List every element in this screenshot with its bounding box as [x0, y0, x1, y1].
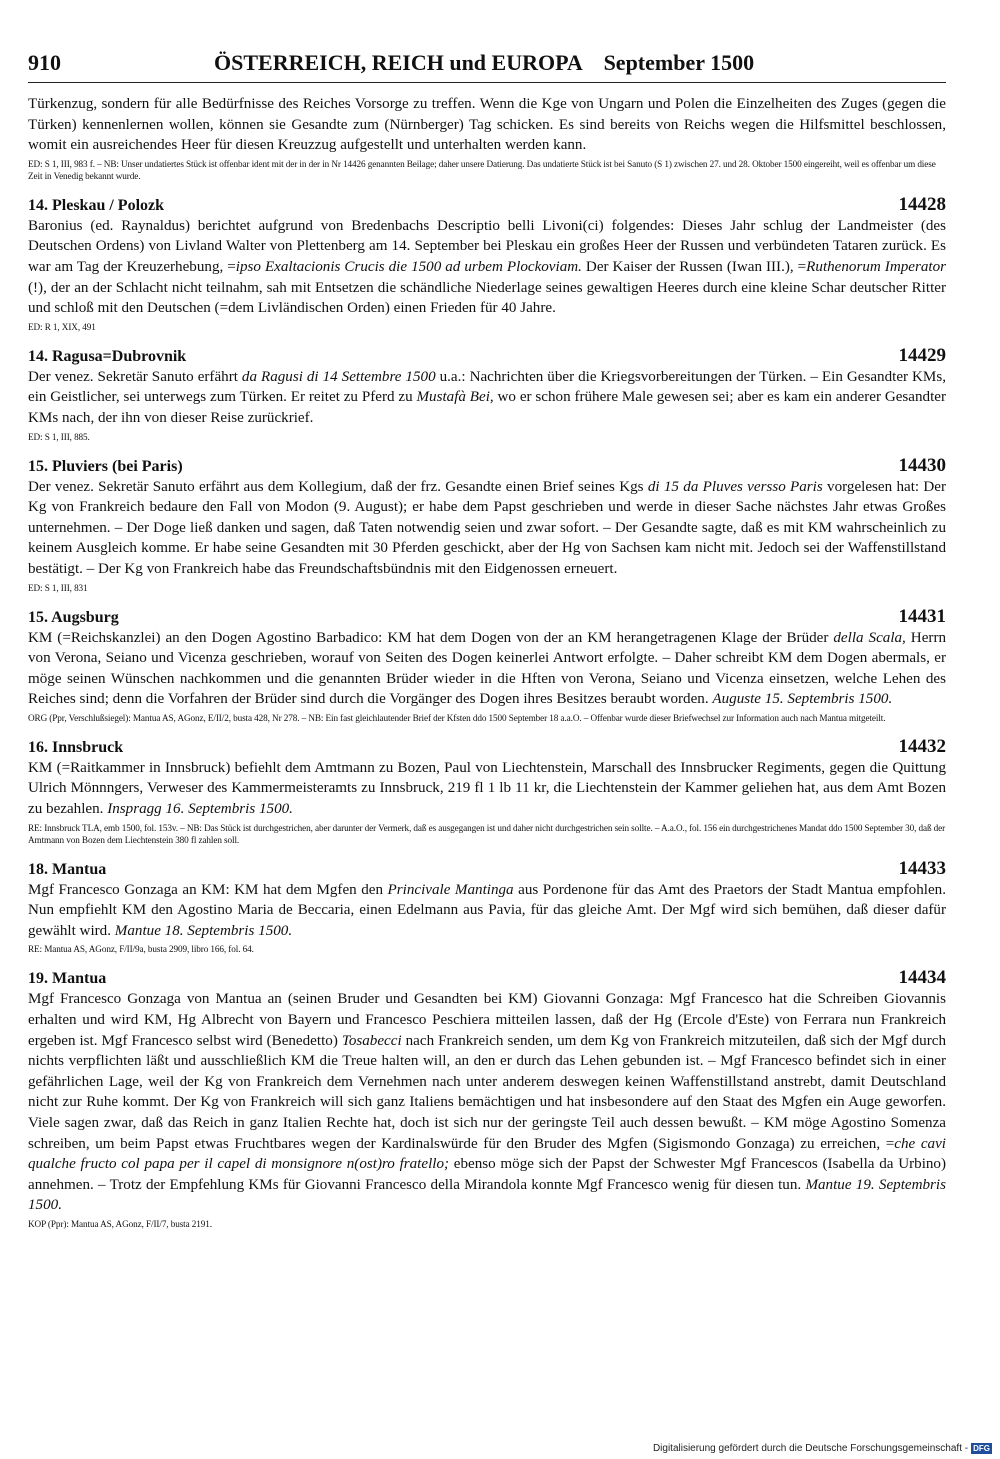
entry-text-c: wo er schon frühere Male gewesen sei; aber es kam ein anderer Gesandter KMs nach, der ihn von dieser Reise zurückrief. — [28, 389, 946, 426]
entry-source: RE: Innsbruck TLA, emb 1500, fol. 153v. – NB: Das Stück ist durchgestrichen, aber darunter der Vermerk, daß es ausgegangen ist und daher nicht durchgestrichen sein sollte. – A.a.O., fol. 156 ein durchgestrichenes Mandat ddo 1500 September 30, daß der Amtmann von Bozen dem Liechtenstein 380 fl zahlen soll. — [28, 822, 946, 845]
entry-italic-a: Tosabecci — [341, 1032, 402, 1049]
entry-14431 — [28, 606, 946, 724]
digitization-footer — [653, 1443, 992, 1454]
entry-text — [28, 477, 946, 580]
entry-italic-b: Ruthenorum Imperator — [806, 258, 946, 275]
entry-heading — [28, 345, 946, 367]
entry-14429 — [28, 345, 946, 443]
entry-italic-a: Princivale Mantinga — [387, 881, 514, 898]
entry-text-c: (!), der an der Schlacht nicht teilnahm, sah mit Entsetzen die schändliche Niederlage seines gewaltigen Heeres durch eine kleine Schar deutscher Ritter und schloß mit den Deutschen (=dem Livländischen Orden) einen Frieden für 40 Jahre. — [28, 279, 946, 317]
footer-text: Digitalisierung gefördert durch die Deutsche Forschungsgemeinschaft - — [652, 1443, 969, 1454]
entry-source: ED: S 1, III, 885. — [28, 431, 90, 442]
entry-italic-b: Mantue 18. Septembris 1500. — [114, 922, 293, 939]
entry-text — [28, 628, 946, 710]
entry-location: 15. Pluviers (bei Paris) — [28, 457, 183, 475]
entry-italic-b: Auguste 15. Septembris 1500. — [712, 691, 893, 708]
entry-number: 14431 — [898, 605, 946, 627]
entry-text — [28, 367, 946, 429]
page-title: ÖSTERREICH, REICH und EUROPA September 1500 — [214, 50, 755, 75]
entry-italic-a: da Ragusi di 14 Settembre 1500 — [241, 368, 436, 385]
entry-text-b: vorgelesen hat: Der Kg von Frankreich bedaure den Fall von Modon (9. August); er habe dem Papst geschrieben und werde in dieser Sache nächstes Jahr etwas Großes unternehmen. – Der Doge ließ danken und sagen, daß Taten notwendig seien und zwar sofort. – Der Gesandte sagte, daß es mit KM wahrscheinlich zu keinem Ausgleich komme. Er habe seine Gesandten mit 30 Pferden geschickt, aber der Hg von Sachsen kam nicht mit. Jedoch sei der Waffenstillstand bestätigt. – Der Kg von Frankreich habe das Freundschaftsbündnis mit den Eidgenossen erneuert. — [28, 478, 947, 577]
entry-heading — [28, 967, 946, 989]
entry-number: 14434 — [898, 967, 946, 989]
entry-text — [28, 989, 946, 1216]
entry-heading — [28, 736, 946, 758]
entry-number: 14429 — [898, 344, 946, 366]
entry-location: 14. Ragusa=Dubrovnik — [28, 347, 187, 365]
entry-14434 — [28, 967, 946, 1230]
entry-location: 14. Pleskau / Polozk — [28, 196, 165, 214]
entry-number: 14432 — [898, 735, 946, 757]
entries-list — [28, 194, 946, 1230]
entry-text-a: Der venez. Sekretär Sanuto erfährt — [28, 368, 242, 385]
entry-text-b: Herrn von Verona, Seiano und Vicenza geschrieben, worauf von Seiten des Dogen keinerlei Antwort erfolgte. – Daher schreibt KM dem Dogen abermals, er möge seinen Wünschen nachkommen und die genannten Brüder wieder in die Hften von Verona, Seiano und Vicenza einsetzen, welche Lehen des Reiches sind; denn die Vorfahren der Brüder sind durch die Vorgänger des Dogen ihres Besitzes beraubt worden. — [28, 629, 947, 708]
intro-text: Türkenzug, sondern für alle Bedürfnisse des Reiches Vorsorge zu treffen. Wenn die Kge von Ungarn und Polen die Einzelheiten des Zuges (gegen die Türken) kennenlernen wollen, können sie Gesandte zum (Nürnberger) Tag schicken. Es sind bereits von Reichs wegen die Hilfsmittel beschlossen, womit ein ausreichendes Heer für diesen Kreuzzug aufgestellt und unterhalten werden kann. — [28, 96, 946, 154]
dfg-logo: DFG — [973, 1444, 990, 1453]
entry-text-b: aus Pordenone für das Amt des Praetors der Stadt Mantua empfohlen. Nun empfiehlt KM den Agostino Maria de Beccaria, einen Edelmann aus Pavia, für das gleiche Amt. Der Mgf wird sich bemühen, daß dieser dafür gewählt wird. — [28, 881, 946, 939]
entry-source: ED: S 1, III, 831 — [28, 582, 88, 593]
entry-source: RE: Mantua AS, AGonz, F/II/9a, busta 2909, libro 166, fol. 64. — [28, 944, 254, 955]
entry-italic-a: Inspragg 16. Septembris 1500. — [107, 801, 293, 818]
entry-text-a: KM (=Raitkammer in Innsbruck) befiehlt dem Amtmann zu Bozen, Paul von Liechtenstein, Marschall des Innsbrucker Regiments, gegen die Quittung Ulrich Mönnngers, Verweser des Kammermeisteramts zu Innsbruck, 219 fl 1 lb 11 kr, die Liechtenstein der Kammer geliehen hat, aus dem Amt Bozen zu bezahlen. — [28, 759, 946, 818]
entry-italic-c: Mantue 19. Septembris 1500. — [28, 1176, 946, 1214]
entry-italic-a: ipso Exaltacionis Crucis die 1500 ad urbem Plockoviam. — [235, 258, 582, 275]
page-header — [28, 50, 946, 86]
entry-source: KOP (Ppr): Mantua AS, AGonz, F/II/7, busta 2191. — [28, 1218, 212, 1229]
entry-text-b: u.a.: Nachrichten über die Kriegsvorbereitungen der Türken. – Ein Gesandter KMs, ein Geistlicher, sei unterwegs zum Türken. Er reitet zu Pferd zu — [28, 368, 946, 406]
entry-heading — [28, 858, 946, 880]
header-rule — [28, 82, 946, 83]
entry-14430 — [28, 455, 946, 594]
entry-14433 — [28, 858, 946, 956]
entry-source: ORG (Ppr, Verschlußsiegel): Mantua AS, AGonz, E/II/2, busta 428, Nr 278. – NB: Ein fast gleichlautender Brief der Kfsten ddo 1500 September 18 a.a.O. – Offenbar wurde dieser Briefwechsel zur Information auch nach Mantua mitgeteilt. — [28, 712, 886, 723]
entry-text — [28, 880, 946, 942]
entry-14428 — [28, 194, 946, 333]
entry-text-c: ebenso möge sich der Papst der Schwester Mgf Francescos (Isabella da Urbino) annehmen. – Trotz der Empfehlung KMs für Giovanni Francesco della Mirandola konnte Mgf Francesco wenig für diesen tun. — [28, 1156, 947, 1193]
entry-location: 18. Mantua — [28, 860, 107, 878]
page-number: 910 — [28, 50, 61, 75]
entry-number: 14428 — [898, 193, 946, 215]
entry-14432 — [28, 736, 946, 846]
intro-section — [28, 94, 946, 182]
entry-text — [28, 758, 946, 820]
entry-heading — [28, 194, 946, 216]
entry-text-a: Mgf Francesco Gonzaga von Mantua an (seinen Bruder und Gesandten bei KM) Giovanni Gonzaga: Mgf Francesco hat die Schreiben Giovannis erhalten und wird KM, Hg Albrecht von Bayern und Francesco Peschiera mitteilen lassen, daß der Hg (Ercole d'Este) von Ferrara nun Frankreich ergeben ist. Mgf Francesco selbst wird (Benedetto) — [28, 991, 946, 1049]
entry-italic-a: della Scala, — [833, 629, 906, 646]
entry-text-b: nach Frankreich senden, um dem Kg von Frankreich mitzuteilen, daß sich der Mgf durch nichts verpflichten läßt und ausschließlich KM die Treue halten will, an den er durch das Lehen gebunden ist. – Mgf Francesco befindet sich in einer gefährlichen Lage, weil der Kg von Frankreich dem Vernehmen nach unter anderem deswegen keinen Waffenstillstand anstrebt, damit Deutschland nicht zur Ruhe kommt. Der Kg von Frankreich will sich ganz Italiens bemächtigen und hat insbesondere auf den Staat des Mgfen ein Auge geworfen. Viele sagen zwar, daß das Reich in ganz Italien Rechte hat, doch ist sich nur der geringste Teil auch dessen bewußt. – KM möge Agostino Somenza schreiben, um beim Papst etwas Fruchtbares wegen der Kardinalswürde für den Bruder des Mgfen (Sigismondo Gonzaga) zu erreichen, = — [28, 1032, 946, 1152]
entry-text-a: KM (=Reichskanzlei) an den Dogen Agostino Barbadico: KM hat dem Dogen von der an KM herangetragenen Klage der Brüder — [28, 629, 834, 646]
entry-text-a: Der venez. Sekretär Sanuto erfährt aus dem Kollegium, daß der frz. Gesandte einen Brief seines Kgs — [28, 478, 648, 495]
entry-italic-b: che cavi qualche fructo col papa per il capel di monsignore n(ost)ro fratello; — [28, 1135, 946, 1173]
entry-text — [28, 216, 946, 319]
entry-location: 15. Augsburg — [28, 608, 119, 626]
entry-text-a: Baronius (ed. Raynaldus) berichtet aufgrund von Bredenbachs Descriptio belli Livoni(ci) folgendes: Dieses Jahr schlug der Landmeister (des Deutschen Ordens) von Livland Walter von Plettenberg am 14. September bei Pleskau ein großes Heer der Russen und verbündeten Tataren zurück. Es war am Tag der Kreuzerhebung, = — [28, 217, 946, 275]
entry-location: 16. Innsbruck — [28, 738, 124, 756]
entry-italic-a: di 15 da Pluves versso Paris — [647, 478, 823, 495]
entry-text-b: Der Kaiser der Russen (Iwan III.), = — [581, 258, 807, 275]
entry-number: 14433 — [898, 857, 946, 879]
entry-number: 14430 — [898, 454, 946, 476]
entry-location: 19. Mantua — [28, 970, 107, 988]
entry-source: ED: R 1, XIX, 491 — [28, 321, 96, 332]
entry-italic-b: Mustafà Bei, — [416, 389, 494, 406]
entry-text-a: Mgf Francesco Gonzaga an KM: KM hat dem Mgfen den — [28, 881, 388, 898]
document-page — [28, 50, 946, 1230]
intro-source: ED: S 1, III, 983 f. – NB: Unser undatiertes Stück ist offenbar ident mit der in der in Nr 14426 genannten Beilage; daher unsere Datierung. Das undatierte Stück ist bei Sanuto (S 1) zwischen 27. und 28. Oktober 1500 eingereiht, weil es offenbar um diese Zeit in Venedig bekannt wurde. — [28, 158, 936, 181]
entry-heading — [28, 455, 946, 477]
entry-heading — [28, 606, 946, 628]
